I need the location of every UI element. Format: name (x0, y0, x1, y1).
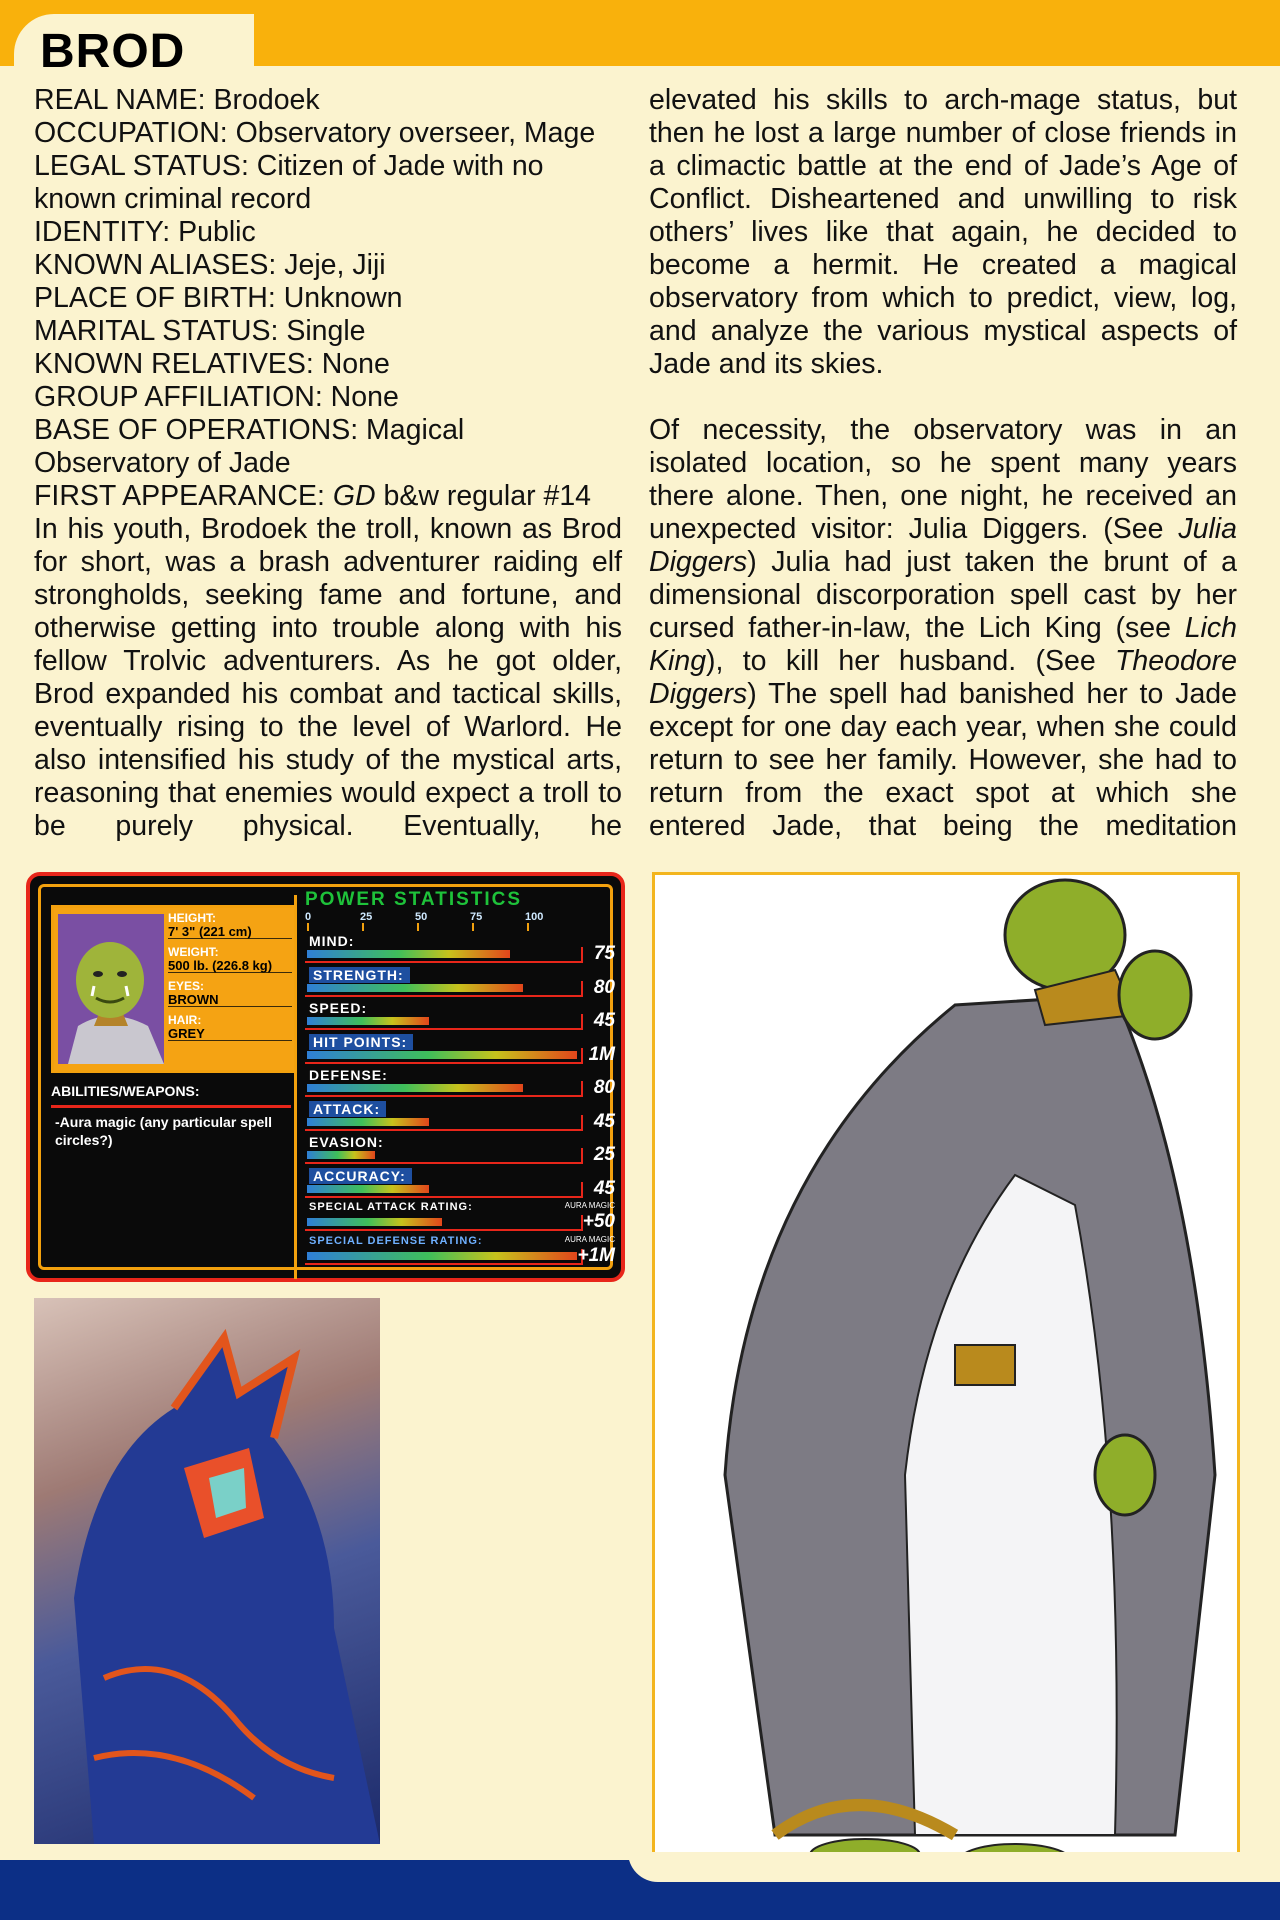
aura-magic-note: AURA MAGIC (564, 1201, 615, 1210)
power-scale (305, 911, 544, 931)
scale-tick-label: 75 (470, 911, 483, 923)
profile-field-value: Jeje, Jiji (284, 249, 386, 281)
stat-value: 45 (593, 1177, 615, 1199)
stat-bar-track (305, 1182, 583, 1198)
profile-field-label: IDENTITY: (34, 216, 171, 248)
profile-field (34, 315, 622, 348)
stat-name: EVASION: (309, 1134, 384, 1150)
stat-bar-track (305, 1014, 583, 1030)
stat-bar-fill (307, 1185, 429, 1193)
stat-bar-fill (307, 1017, 429, 1025)
stat-name: STRENGTH: (309, 967, 410, 983)
profile-field (34, 216, 622, 249)
stat-bar-fill (307, 1084, 523, 1092)
scale-tick (472, 923, 474, 931)
power-stats-card (26, 872, 625, 1282)
stat-name: ACCURACY: (309, 1168, 412, 1184)
stat-value: +1M (577, 1244, 615, 1266)
stat-name: ATTACK: (309, 1101, 386, 1117)
profile-field-value: None (330, 381, 399, 413)
left-column (34, 84, 622, 843)
artwork-brod-full-figure (652, 872, 1240, 1884)
stat-row (305, 1067, 615, 1101)
right-column (649, 84, 1237, 843)
stat-name: MIND: (309, 933, 355, 949)
hair-value: GREY (168, 1027, 292, 1041)
profile-field-label: GROUP AFFILIATION: (34, 381, 323, 413)
page-title: BROD (40, 25, 186, 78)
profile-field (34, 414, 622, 480)
weight-label: WEIGHT: (168, 945, 219, 959)
aura-magic-note: AURA MAGIC (564, 1234, 615, 1244)
stat-value: +50 (582, 1211, 615, 1232)
stat-bar-fill (307, 950, 510, 958)
profile-field-value: Brodoek (213, 84, 320, 116)
profile-field-label: LEGAL STATUS: (34, 150, 249, 182)
profile-field (34, 150, 622, 216)
stat-bar-track (305, 1249, 583, 1265)
stat-row (305, 1134, 615, 1168)
abilities-heading: ABILITIES/WEAPONS: (51, 1083, 291, 1108)
profile-field-label: BASE OF OPERATIONS: (34, 414, 359, 446)
eyes-value: BROWN (168, 993, 292, 1007)
stat-bar-fill (307, 984, 523, 992)
stat-value: 80 (593, 1077, 615, 1098)
stat-name: HIT POINTS: (309, 1034, 413, 1050)
weight-value: 500 lb. (226.8 kg) (168, 959, 292, 973)
stat-value: 45 (593, 1110, 615, 1132)
scale-tick-label: 50 (415, 911, 428, 923)
footer-cutout (628, 1852, 1280, 1882)
profile-field-value: Single (286, 315, 366, 347)
bio-paragraph-3: Of necessity, the observatory was in an isolated location, so he spent many years there alone. Then, one night, he received an unexpected visitor: Julia Diggers. (See Julia Diggers) Julia had just taken the brunt of a dimensional discorporation spell cast by her cursed father-in-law, the Lich King (see Lich King), to kill her husband. (See Theodore Diggers) The spell had banished her to Jade except for one day each year, when she could return to see her family. However, she had to return from the exact spot at which she entered Jade, that being the meditation (649, 414, 1237, 842)
stat-value: 75 (593, 943, 615, 964)
portrait-image (58, 914, 164, 1064)
stat-bar-fill (307, 1252, 577, 1260)
bio-paragraph-1: In his youth, Brodoek the troll, known as Brod for short, was a brash adventurer raiding elf strongholds, seeking fame and fortune, and otherwise getting into trouble along with his fellow Trolvic adventurers. As he got older, Brod expanded his combat and tactical skills, eventually rising to the level of Warlord. He also intensified his study of the mystical arts, reasoning that enemies would expect a troll to be purely physical. Eventually, he (34, 513, 622, 842)
profile-field-label: PLACE OF BIRTH: (34, 282, 276, 314)
profile-field (34, 249, 622, 282)
scale-tick (307, 923, 309, 931)
stat-bar-track (305, 1081, 583, 1097)
profile-field (34, 117, 622, 150)
artwork-armored-figure (34, 1298, 380, 1844)
scale-tick (527, 923, 529, 931)
stat-name: SPECIAL DEFENSE RATING: (309, 1234, 483, 1247)
profile-field (34, 381, 622, 414)
stat-value: 45 (593, 1010, 615, 1031)
first-appearance: FIRST APPEARANCE: GD b&w regular #14 (34, 480, 592, 512)
scale-tick (417, 923, 419, 931)
scale-tick (362, 923, 364, 931)
profile-field-label: KNOWN ALIASES: (34, 249, 277, 281)
stat-bar-track (305, 1115, 583, 1131)
power-statistics-title: POWER STATISTICS (305, 889, 523, 910)
stat-bar-fill (307, 1151, 375, 1159)
stat-name: SPECIAL ATTACK RATING: (309, 1201, 473, 1213)
scale-tick-label: 100 (525, 911, 544, 923)
profile-field (34, 348, 622, 381)
profile-field (34, 282, 622, 315)
bio-box (51, 905, 297, 1073)
stat-bar-track (305, 1148, 583, 1164)
height-value: 7' 3" (221 cm) (168, 925, 292, 939)
profile-field-value: None (321, 348, 390, 380)
power-statistics (294, 889, 617, 1279)
title-tab (14, 14, 254, 80)
stat-value: 80 (593, 976, 615, 998)
hair-label: HAIR: (168, 1013, 202, 1027)
profile-field-value: Magical Observatory of Jade (34, 414, 465, 479)
stat-bar-track (305, 1215, 583, 1231)
profile-field-value: Unknown (283, 282, 403, 314)
stat-name: DEFENSE: (309, 1067, 388, 1083)
bio-paragraph-2: elevated his skills to arch-mage status, but then he lost a large number of close friends in a climactic battle at the end of Jade’s Age of Conflict. Disheartened and unwilling to risk others’ lives like that again, he decided to become a hermit. He created a magical observatory from which to predict, view, log, and analyze the various mystical aspects of Jade and its skies. (649, 84, 1237, 380)
stat-bar-fill (307, 1218, 442, 1226)
stat-row (305, 967, 615, 1001)
scale-tick-label: 25 (360, 911, 373, 923)
profile-field-value: Citizen of Jade with no known criminal record (34, 150, 544, 215)
stat-bar-fill (307, 1051, 577, 1059)
stat-bar-track (305, 1048, 583, 1064)
stat-name: SPEED: (309, 1000, 368, 1016)
abilities-text: -Aura magic (any particular spell circles?) (55, 1114, 273, 1148)
stat-bar-fill (307, 1118, 429, 1126)
profile-field-label: REAL NAME: (34, 84, 206, 116)
profile-list (34, 84, 622, 480)
stat-row (305, 1235, 615, 1269)
stat-row (305, 1034, 615, 1068)
stat-row (305, 1000, 615, 1034)
bio-details (168, 912, 292, 1048)
stat-value: 25 (593, 1144, 615, 1165)
stat-row (305, 1201, 615, 1235)
scale-tick-label: 0 (305, 911, 312, 923)
profile-field-value: Observatory overseer, Mage (235, 117, 596, 149)
height-label: HEIGHT: (168, 911, 216, 925)
stat-row (305, 933, 615, 967)
stat-value: 1M (588, 1043, 615, 1065)
profile-field-label: KNOWN RELATIVES: (34, 348, 314, 380)
stat-row (305, 1101, 615, 1135)
profile-field-label: MARITAL STATUS: (34, 315, 279, 347)
stat-row (305, 1168, 615, 1202)
stat-bar-track (305, 981, 583, 997)
eyes-label: EYES: (168, 979, 205, 993)
profile-field-value: Public (178, 216, 256, 248)
stats-card-frame (38, 884, 613, 1270)
profile-field-label: OCCUPATION: (34, 117, 228, 149)
profile-field (34, 84, 622, 117)
stat-bar-track (305, 947, 583, 963)
